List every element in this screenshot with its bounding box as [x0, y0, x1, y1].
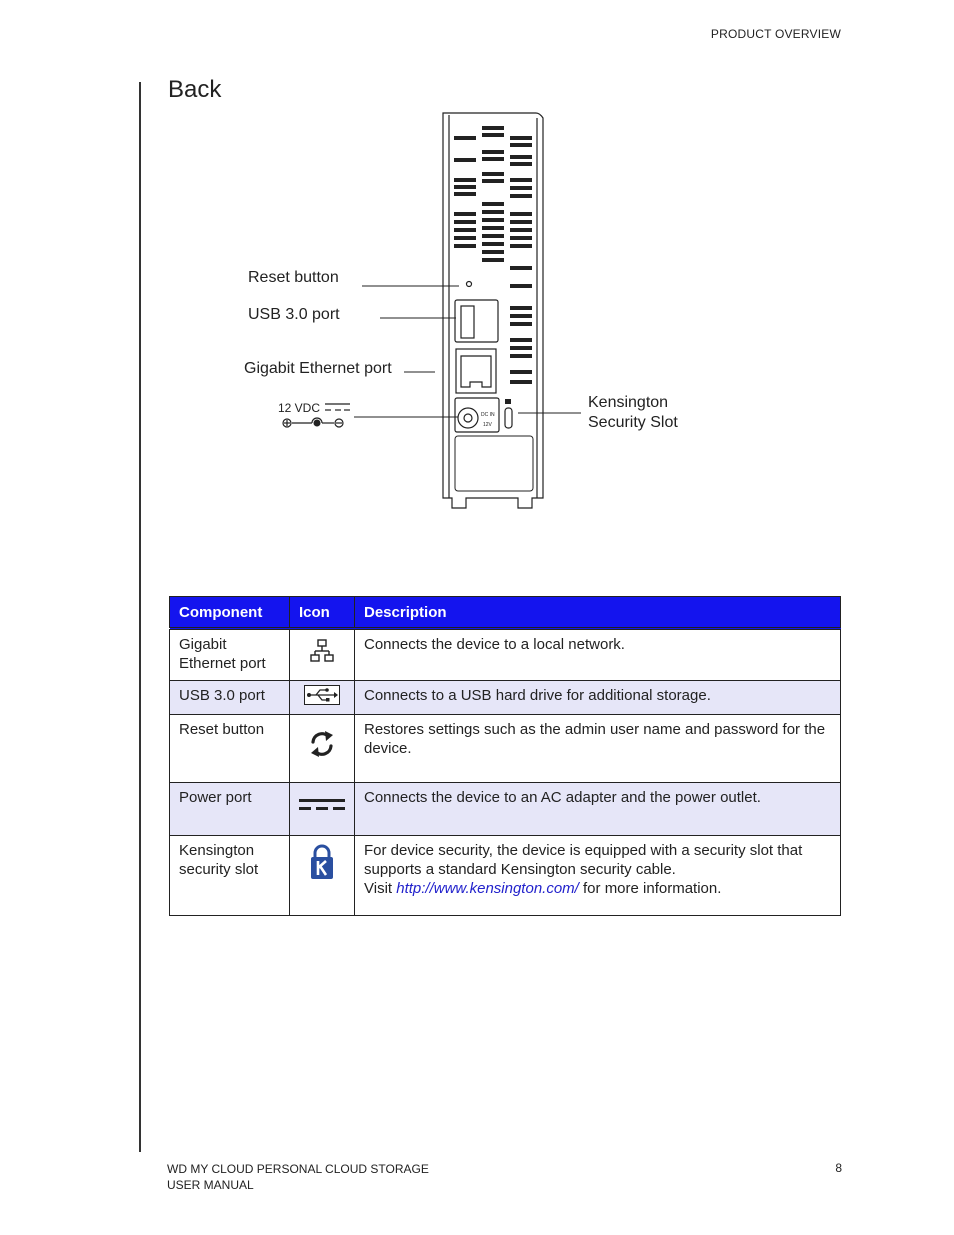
reset-icon [307, 729, 337, 759]
component-cell: Gigabit Ethernet port [170, 629, 290, 681]
power-label: 12 VDC [278, 401, 321, 415]
description-cell: Connects to a USB hard drive for additional storage. [355, 681, 841, 715]
kensington-lock-icon [310, 844, 334, 880]
footer-product: WD MY CLOUD PERSONAL CLOUD STORAGE [167, 1162, 429, 1176]
section-header: PRODUCT OVERVIEW [710, 27, 841, 41]
reset-button-label: Reset button [248, 269, 339, 286]
component-cell: Reset button [170, 715, 290, 783]
component-cell: Power port [170, 783, 290, 836]
description-cell: Restores settings such as the admin user name and password for the device. [355, 715, 841, 783]
network-icon [310, 638, 334, 664]
description-cell: Connects the device to an AC adapter and the power outlet. [355, 783, 841, 836]
table-row [170, 629, 841, 681]
usb-port-label: USB 3.0 port [248, 306, 340, 323]
component-cell: USB 3.0 port [170, 681, 290, 715]
description-cell: For device security, the device is equipped with a security slot that supports a standard Kensington security cable. Visit http://www.kensington.com/ for more information. [355, 836, 841, 916]
page-number: 8 [835, 1161, 842, 1175]
page-title: Back [168, 76, 222, 103]
table-row [170, 836, 841, 916]
table-row [170, 715, 841, 783]
dc-in-label: DC IN [481, 412, 495, 418]
column-header: Component [170, 597, 290, 629]
footer-manual: USER MANUAL [167, 1178, 254, 1192]
kensington-slot-label: Kensington Security Slot [588, 394, 678, 431]
component-table [169, 596, 841, 916]
component-cell: Kensington security slot [170, 836, 290, 916]
dc-voltage-label: 12V [483, 422, 492, 428]
description-cell: Connects the device to a local network. [355, 629, 841, 681]
ethernet-port-label: Gigabit Ethernet port [244, 360, 392, 377]
table-header-row [170, 597, 841, 629]
table-row [170, 681, 841, 715]
column-header: Icon [290, 597, 355, 629]
kensington-link[interactable]: http://www.kensington.com/ [396, 880, 579, 897]
column-header: Description [355, 597, 841, 629]
device-back-diagram [0, 0, 954, 560]
footer [167, 1161, 429, 1193]
dc-power-icon [299, 797, 345, 813]
usb-icon [304, 685, 340, 705]
table-row [170, 783, 841, 836]
